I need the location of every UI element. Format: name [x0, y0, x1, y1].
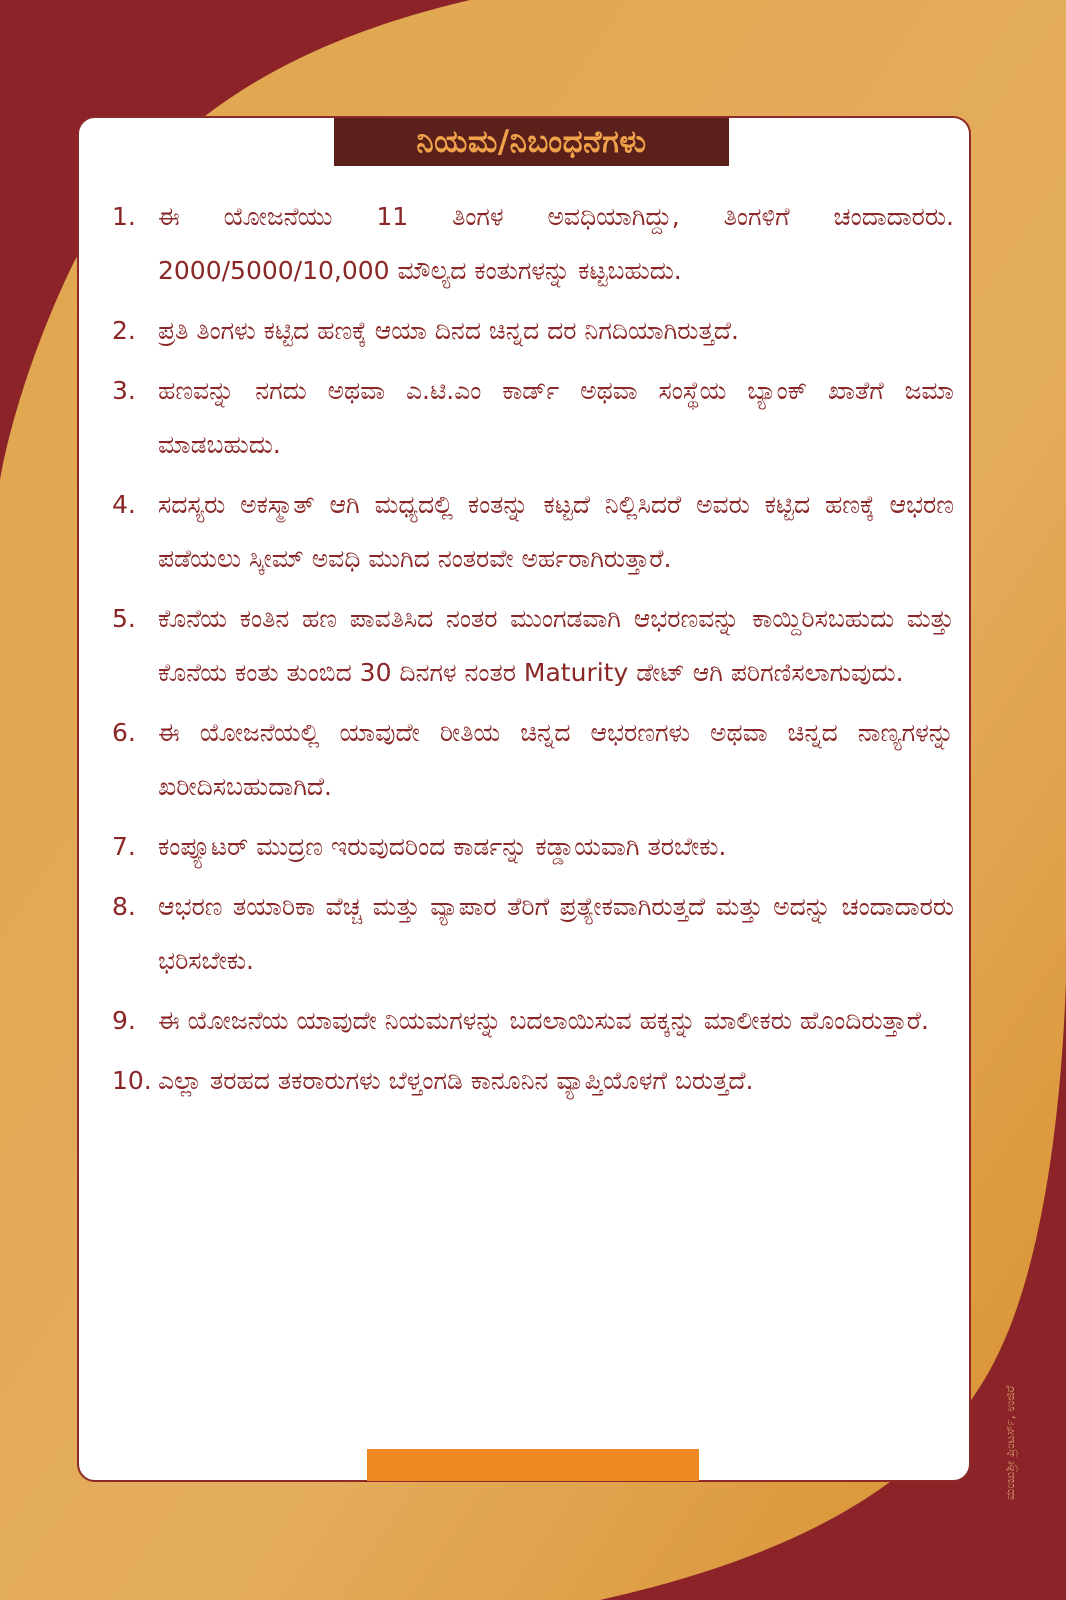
bottom-accent-bar	[367, 1449, 699, 1481]
rule-number: 7.	[112, 832, 136, 861]
list-item	[112, 880, 954, 988]
rule-text: ಈ ಯೋಜನೆಯ ಯಾವುದೇ ನಿಯಮಗಳನ್ನು ಬದಲಾಯಿಸುವ ಹಕ್ಕನ್ನು ಮಾಲೀಕರು ಹೊಂದಿರುತ್ತಾರೆ.	[158, 1006, 929, 1035]
rule-number: 10.	[112, 1066, 152, 1095]
rule-number: 2.	[112, 316, 136, 345]
rule-text: ಸದಸ್ಯರು ಅಕಸ್ಮಾತ್ ಆಗಿ ಮಧ್ಯದಲ್ಲಿ ಕಂತನ್ನು ಕಟ್ಟದೆ ನಿಲ್ಲಿಸಿದರೆ ಅವರು ಕಟ್ಟಿದ ಹಣಕ್ಕೆ ಆಭರಣ ಪಡೆಯಲು ಸ್ಕೀಮ್ ಅವಧಿ ಮುಗಿದ ನಂತರವೇ ಅರ್ಹರಾಗಿರುತ್ತಾರೆ.	[158, 490, 954, 573]
rule-text: ಕೊನೆಯ ಕಂತಿನ ಹಣ ಪಾವತಿಸಿದ ನಂತರ ಮುಂಗಡವಾಗಿ ಆಭರಣವನ್ನು ಕಾಯ್ದಿರಿಸಬಹುದು ಮತ್ತು ಕೊನೆಯ ಕಂತು ತುಂಬಿದ 30 ದಿನಗಳ ನಂತರ Maturity ಡೇಟ್ ಆಗಿ ಪರಿಗಣಿಸಲಾಗುವುದು.	[158, 604, 954, 687]
list-item	[112, 1054, 954, 1108]
rule-number: 4.	[112, 490, 136, 519]
list-item	[112, 994, 954, 1048]
list-item	[112, 190, 954, 298]
rule-number: 6.	[112, 718, 136, 747]
list-item	[112, 304, 954, 358]
rule-text: ಆಭರಣ ತಯಾರಿಕಾ ವೆಚ್ಚ ಮತ್ತು ವ್ಯಾಪಾರ ತೆರಿಗೆ ಪ್ರತ್ಯೇಕವಾಗಿರುತ್ತದೆ ಮತ್ತು ಅದನ್ನು ಚಂದಾದಾರರು ಭರಿಸಬೇಕು.	[158, 892, 954, 975]
rule-text: ಎಲ್ಲಾ ತರಹದ ತಕರಾರುಗಳು ಬೆಳ್ತಂಗಡಿ ಕಾನೂನಿನ ವ್ಯಾಪ್ತಿಯೊಳಗೆ ಬರುತ್ತದೆ.	[158, 1066, 754, 1095]
printer-credit: ಮಂಜುಶ್ರೀ ಪ್ರಿಂಟರ್ಸ್, ಉಜಿರೆ	[1003, 1385, 1017, 1500]
rule-text: ಈ ಯೋಜನೆಯು 11 ತಿಂಗಳ ಅವಧಿಯಾಗಿದ್ದು, ತಿಂಗಳಿಗೆ ಚಂದಾದಾರರು. 2000/5000/10,000 ಮೌಲ್ಯದ ಕಂತುಗಳನ್ನು ಕಟ್ಟಬಹುದು.	[158, 202, 954, 285]
rule-text: ಕಂಪ್ಯೂಟರ್ ಮುದ್ರಣ ಇರುವುದರಿಂದ ಕಾರ್ಡನ್ನು ಕಡ್ಡಾಯವಾಗಿ ತರಬೇಕು.	[158, 832, 727, 861]
list-item	[112, 592, 954, 700]
page-title: ನಿಯಮ/ನಿಬಂಧನೆಗಳು	[334, 118, 729, 166]
rules-list	[112, 190, 954, 1114]
rule-number: 5.	[112, 604, 136, 633]
rule-number: 9.	[112, 1006, 136, 1035]
list-item	[112, 364, 954, 472]
list-item	[112, 820, 954, 874]
rule-number: 8.	[112, 892, 136, 921]
rule-number: 1.	[112, 202, 136, 231]
rule-number: 3.	[112, 376, 136, 405]
rule-text: ಈ ಯೋಜನೆಯಲ್ಲಿ ಯಾವುದೇ ರೀತಿಯ ಚಿನ್ನದ ಆಭರಣಗಳು ಅಥವಾ ಚಿನ್ನದ ನಾಣ್ಯಗಳನ್ನು ಖರೀದಿಸಬಹುದಾಗಿದೆ.	[158, 718, 954, 801]
list-item	[112, 706, 954, 814]
list-item	[112, 478, 954, 586]
rule-text: ಪ್ರತಿ ತಿಂಗಳು ಕಟ್ಟಿದ ಹಣಕ್ಕೆ ಆಯಾ ದಿನದ ಚಿನ್ನದ ದರ ನಿಗದಿಯಾಗಿರುತ್ತದೆ.	[158, 316, 739, 345]
rule-text: ಹಣವನ್ನು ನಗದು ಅಥವಾ ಎ.ಟಿ.ಎಂ ಕಾರ್ಡ್ ಅಥವಾ ಸಂಸ್ಥೆಯ ಬ್ಯಾಂಕ್ ಖಾತೆಗೆ ಜಮಾ ಮಾಡಬಹುದು.	[158, 376, 954, 459]
